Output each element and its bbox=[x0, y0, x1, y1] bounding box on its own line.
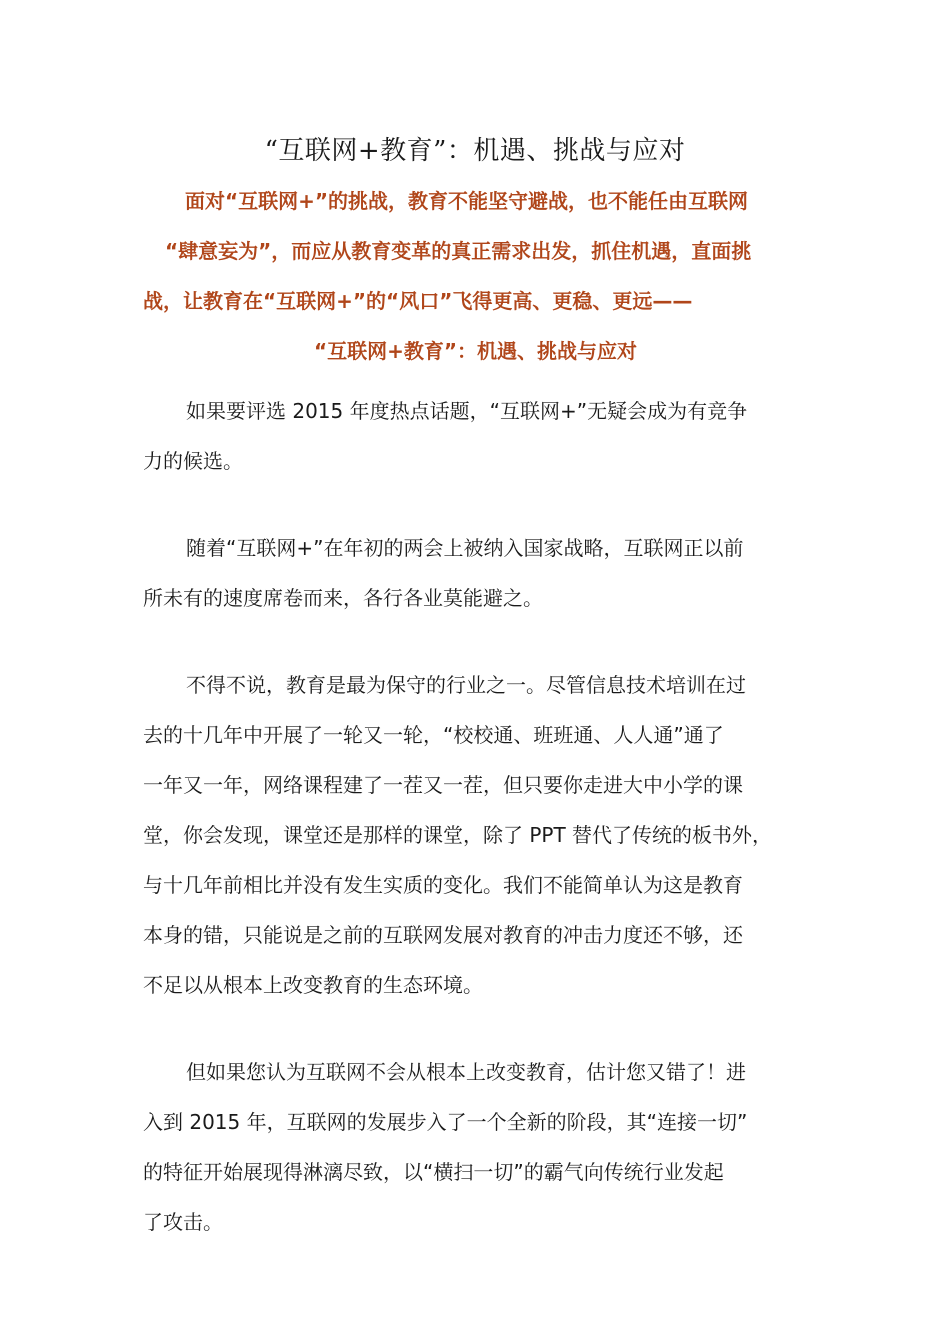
article-body bbox=[143, 386, 815, 1284]
paragraph-line: 但如果您认为互联网不会从根本上改变教育，估计您又错了！进 bbox=[186, 1060, 746, 1084]
lead-line: 面对“互联网+”的挑战，教育不能坚守避战，也不能任由互联网 bbox=[185, 189, 749, 213]
paragraph-line: 堂，你会发现，课堂还是那样的课堂，除了 PPT 替代了传统的板书外， bbox=[143, 823, 773, 847]
paragraph bbox=[143, 660, 815, 1010]
document-title: “互联网+教育”：机遇、挑战与应对 bbox=[264, 136, 686, 166]
paragraph-line: 不足以从根本上改变教育的生态环境。 bbox=[143, 973, 483, 997]
lead-line: “肆意妄为”，而应从教育变革的真正需求出发，抓住机遇，直面挑 bbox=[165, 239, 752, 263]
paragraph-line: 一年又一年，网络课程建了一茬又一茬，但只要你走进大中小学的课 bbox=[143, 773, 743, 797]
paragraph-line: 所未有的速度席卷而来，各行各业莫能避之。 bbox=[143, 586, 543, 610]
paragraph-line: 与十几年前相比并没有发生实质的变化。我们不能简单认为这是教育 bbox=[143, 873, 743, 897]
paragraph-line: 随着“互联网+”在年初的两会上被纳入国家战略，互联网正以前 bbox=[186, 536, 744, 560]
paragraph-line: 入到 2015 年，互联网的发展步入了一个全新的阶段，其“连接一切” bbox=[143, 1110, 748, 1134]
paragraph-line: 的特征开始展现得淋漓尽致，以“横扫一切”的霸气向传统行业发起 bbox=[143, 1160, 724, 1184]
paragraph-line: 不得不说，教育是最为保守的行业之一。尽管信息技术培训在过 bbox=[186, 673, 746, 697]
paragraph-line: 如果要评选 2015 年度热点话题，“互联网+”无疑会成为有竞争 bbox=[186, 399, 748, 423]
lead-line: “互联网+教育”：机遇、挑战与应对 bbox=[313, 339, 638, 363]
paragraph-line: 去的十几年中开展了一轮又一轮，“校校通、班班通、人人通”通了 bbox=[143, 723, 724, 747]
lead-line: 战，让教育在“互联网+”的“风口”飞得更高、更稳、更远—— bbox=[143, 289, 693, 313]
paragraph bbox=[143, 523, 815, 623]
paragraph-line: 了攻击。 bbox=[143, 1210, 223, 1234]
paragraph-line: 本身的错，只能说是之前的互联网发展对教育的冲击力度还不够，还 bbox=[143, 923, 743, 947]
paragraph-line: 力的候选。 bbox=[143, 449, 243, 473]
paragraph bbox=[143, 1047, 815, 1247]
paragraph bbox=[143, 386, 815, 486]
lead-summary bbox=[143, 176, 808, 376]
